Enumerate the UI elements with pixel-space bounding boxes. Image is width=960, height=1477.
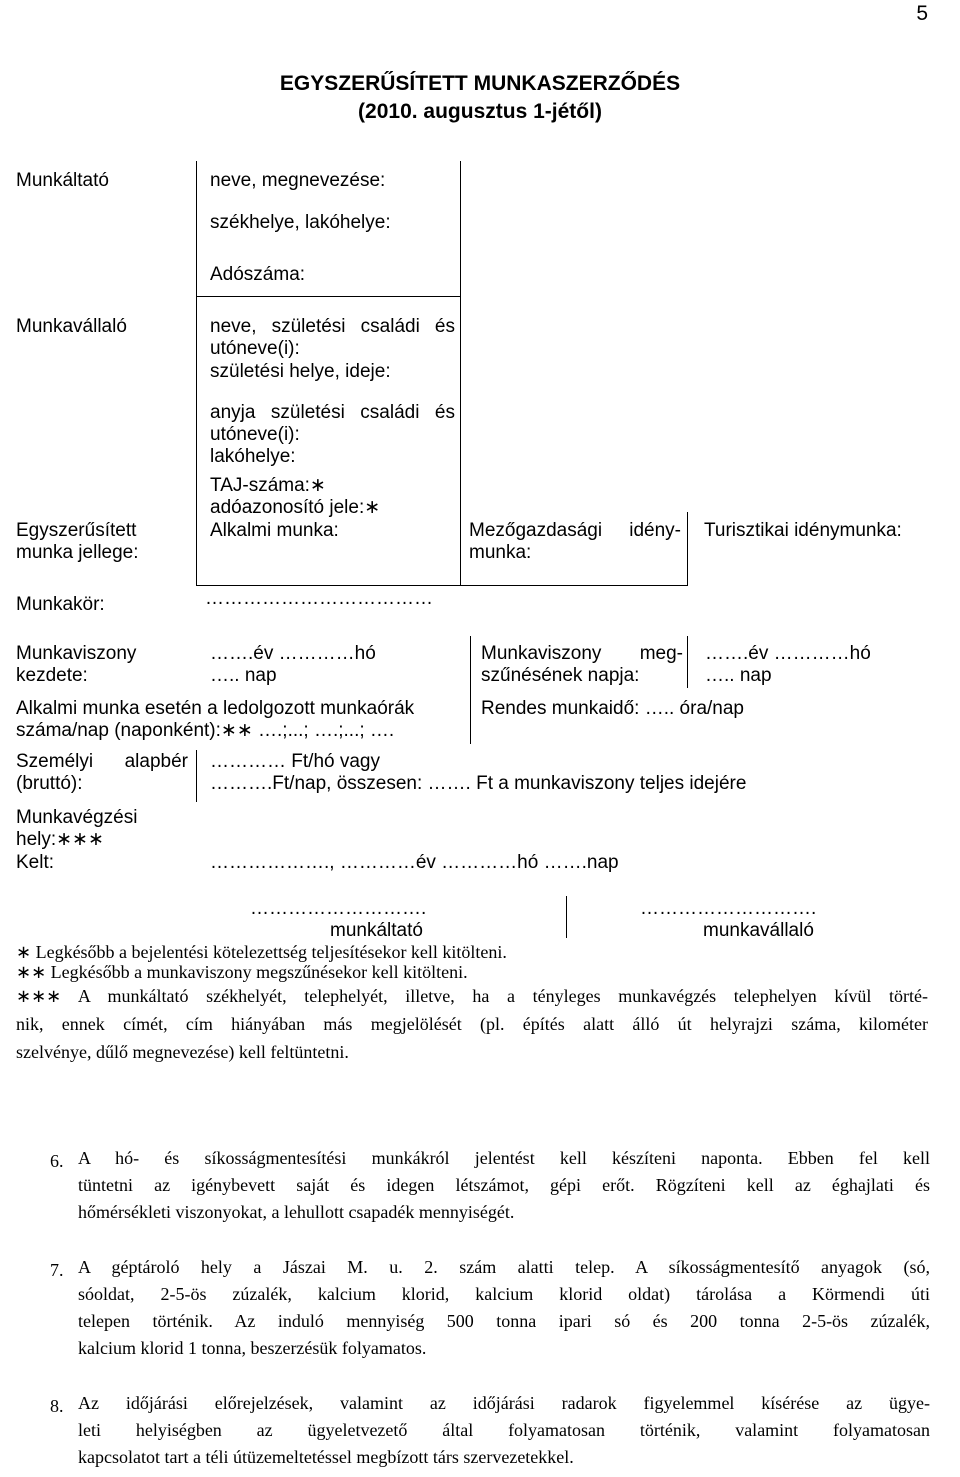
- page-number: 5: [916, 2, 928, 25]
- start-day-value: ….. nap: [210, 665, 277, 686]
- item-line: sóoldat, 2-5-ös zúzalék, kalcium klorid, kalcium klorid oldat) tárolása a Körmendi úti: [78, 1284, 930, 1304]
- employee-signature-line: ……………………….: [640, 898, 817, 919]
- end-label: Munkaviszony meg-: [481, 643, 683, 664]
- mother-name-label: anyja születési családi és: [210, 402, 455, 423]
- employee-birth-label: születési helye, ideje:: [210, 361, 391, 382]
- footnote-1: ∗ Legkésőbb a bejelentési kötelezettség teljesítésekor kell kitölteni.: [16, 942, 507, 962]
- employer-right-divider: [460, 161, 461, 585]
- tax-id-label: adóazonosító jele:∗: [210, 497, 381, 518]
- end-divider: [687, 636, 688, 688]
- agri-work-label-cont: munka:: [469, 542, 532, 563]
- employer-column-divider: [196, 161, 197, 585]
- agri-work-label: Mezőgazdasági idény-: [469, 520, 681, 541]
- regular-hours: Rendes munkaidő: ….. óra/nap: [481, 698, 744, 719]
- start-date-value: …….év …………hó: [210, 643, 376, 664]
- work-type-bottom-rule: [196, 585, 688, 586]
- start-label: Munkaviszony: [16, 643, 137, 664]
- footnote-3: [16, 982, 928, 1066]
- item-line: A géptároló hely a Jászai M. u. 2. szám alatti telep. A síkosságmentesítő anyagok (só,: [78, 1257, 930, 1277]
- item-number: 6.: [50, 1151, 64, 1171]
- tourism-work-label: Turisztikai idénymunka:: [704, 520, 902, 541]
- item-line: kapcsolatot tart a téli útüzemeltetéssel megbízott társ szervezetekkel.: [78, 1447, 574, 1467]
- employee-name-label: neve, születési családi és: [210, 316, 455, 337]
- item-line: telepen történik. Az induló mennyiség 500 tonna ipari só és 200 tonna 2-5-ös zúzalék,: [78, 1311, 930, 1331]
- footnote-3-line: nik, ennek címét, cím hiányában más megjelölését (pl. építés alatt álló út helyrajzi száma, kilométer: [16, 1014, 928, 1034]
- agri-divider: [687, 512, 688, 586]
- position-label: Munkakör:: [16, 594, 105, 615]
- employee-signature-label: munkavállaló: [703, 920, 814, 941]
- dated-label: Kelt:: [16, 852, 55, 873]
- end-date-value: …….év …………hó: [705, 643, 871, 664]
- work-type-label-cont: munka jellege:: [16, 542, 139, 563]
- footnote-2: ∗∗ Legkésőbb a munkaviszony megszűnésekor kell kitölteni.: [16, 962, 468, 982]
- end-label-cont: szűnésének napja:: [481, 665, 640, 686]
- footnote-3-line: szelvénye, dűlő megnevezése) kell feltüntetni.: [16, 1042, 349, 1062]
- wage-daily-value: ……….Ft/nap, összesen: ……. Ft a munkaviszony teljes idejére: [210, 773, 747, 794]
- employer-label: Munkáltató: [16, 170, 109, 191]
- dated-value: ………………., …………év …………hó …….nap: [210, 852, 619, 873]
- item-8-text: [78, 1390, 930, 1471]
- employer-signature-line: ……………………….: [250, 898, 427, 919]
- employer-seat-label: székhelye, lakóhelye:: [210, 212, 391, 233]
- workplace-label-cont: hely:∗∗∗: [16, 829, 104, 850]
- position-value: ………………………………: [205, 588, 433, 609]
- wage-divider: [196, 750, 197, 802]
- item-line: tüntetni az igénybevett saját és idegen létszámot, gépi erőt. Rögzíteni kell az éghajlati és: [78, 1175, 930, 1195]
- employer-bottom-rule: [196, 296, 461, 297]
- start-label-cont: kezdete:: [16, 665, 88, 686]
- signature-divider: [566, 896, 567, 938]
- casual-work-label: Alkalmi munka:: [210, 520, 339, 541]
- mother-name-label-cont: utóneve(i):: [210, 424, 300, 445]
- item-line: kalcium klorid 1 tonna, beszerzésük folyamatos.: [78, 1338, 427, 1358]
- employee-label: Munkavállaló: [16, 316, 127, 337]
- hours-label: Alkalmi munka esetén a ledolgozott munkaórák: [16, 698, 415, 719]
- item-6-text: [78, 1145, 930, 1226]
- wage-label: Személyi alapbér: [16, 751, 188, 772]
- employee-name-label-cont: utóneve(i):: [210, 338, 300, 359]
- item-line: leti helyiségben az ügyeletvezető által folyamatosan történik, valamint folyamatosan: [78, 1420, 930, 1440]
- workplace-label: Munkavégzési: [16, 807, 138, 828]
- item-line: hőmérsékleti viszonyokat, a lehullott csapadék mennyiségét.: [78, 1202, 515, 1222]
- work-type-label: Egyszerűsített: [16, 520, 137, 541]
- residence-label: lakóhelye:: [210, 446, 296, 467]
- hours-label-cont: száma/nap (naponként):∗∗ ….;...; ….;...; ….: [16, 720, 395, 741]
- item-7-text: [78, 1254, 930, 1362]
- start-divider: [470, 636, 471, 744]
- taj-label: TAJ-száma:∗: [210, 475, 326, 496]
- employer-tax-label: Adószáma:: [210, 264, 306, 285]
- item-number: 8.: [50, 1396, 64, 1416]
- end-day-value: ….. nap: [705, 665, 772, 686]
- employer-name-label: neve, megnevezése:: [210, 170, 386, 191]
- item-line: Az időjárási előrejelzések, valamint az időjárási radarok figyelemmel kísérése az ügye-: [78, 1393, 930, 1413]
- document-title: EGYSZERŰSÍTETT MUNKASZERZŐDÉS: [279, 72, 681, 95]
- item-number: 7.: [50, 1260, 64, 1280]
- document-subtitle: (2010. augusztus 1-jétől): [358, 100, 602, 123]
- footnote-3-line: ∗∗∗ A munkáltató székhelyét, telephelyét, illetve, ha a tényleges munkavégzés telephelyen kívül törté-: [16, 986, 928, 1006]
- item-line: A hó- és síkosságmentesítési munkákról jelentést kell készíteni naponta. Ebben fel kell: [78, 1148, 930, 1168]
- wage-monthly-value: ………… Ft/hó vagy: [210, 751, 380, 772]
- wage-label-cont: (bruttó):: [16, 773, 83, 794]
- employer-signature-label: munkáltató: [330, 920, 423, 941]
